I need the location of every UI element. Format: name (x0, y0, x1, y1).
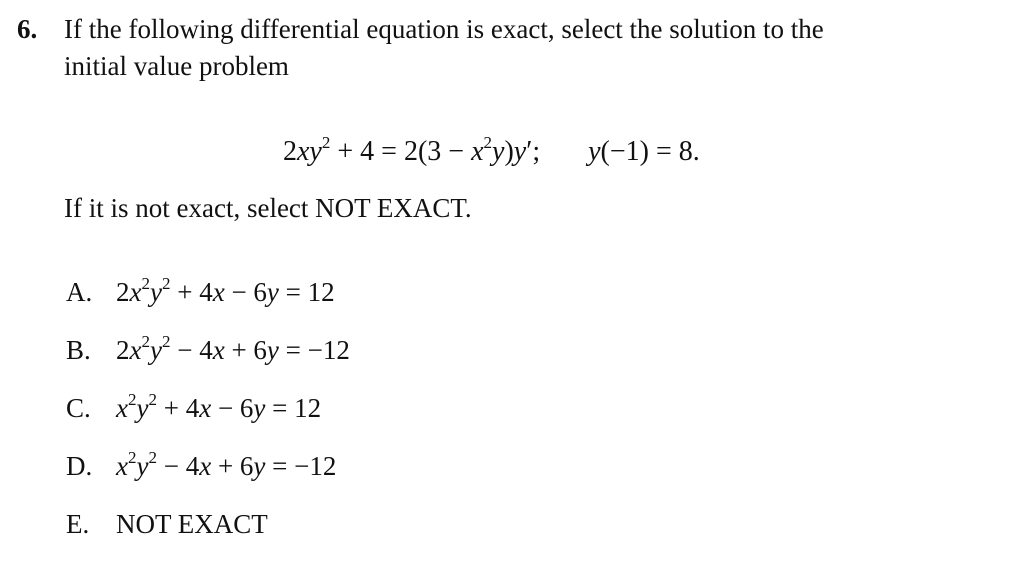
differential-equation: $2xy^2 + 4 = 2(3 - x^2y)y'$; y(−1) = 8. (283, 133, 700, 167)
question-prompt-line-2: initial value problem (64, 51, 289, 81)
option-a[interactable] (66, 274, 335, 310)
option-expression: $2x^2y^2 + 4x - 6y = 12$ (116, 274, 335, 307)
not-exact-note: If it is not exact, select NOT EXACT. (64, 193, 472, 223)
option-letter: A. (66, 277, 93, 307)
option-letter: E. (66, 509, 90, 539)
option-expression: $x^2y^2 + 4x - 6y = 12$ (116, 390, 322, 423)
option-e[interactable] (66, 506, 268, 542)
option-letter: B. (66, 335, 91, 365)
option-expression: $2x^2y^2 - 4x + 6y = -12$ (116, 332, 350, 365)
option-b[interactable] (66, 332, 350, 368)
option-letter: C. (66, 393, 91, 423)
question-number: 6. (17, 14, 38, 44)
option-c[interactable] (66, 390, 321, 426)
question-prompt-line-1: If the following differential equation is exact, select the solution to the (64, 14, 824, 44)
option-text: NOT EXACT (116, 509, 268, 539)
option-letter: D. (66, 451, 93, 481)
option-expression: $x^2y^2 - 4x + 6y = -12$ (116, 448, 337, 481)
option-d[interactable] (66, 448, 336, 484)
